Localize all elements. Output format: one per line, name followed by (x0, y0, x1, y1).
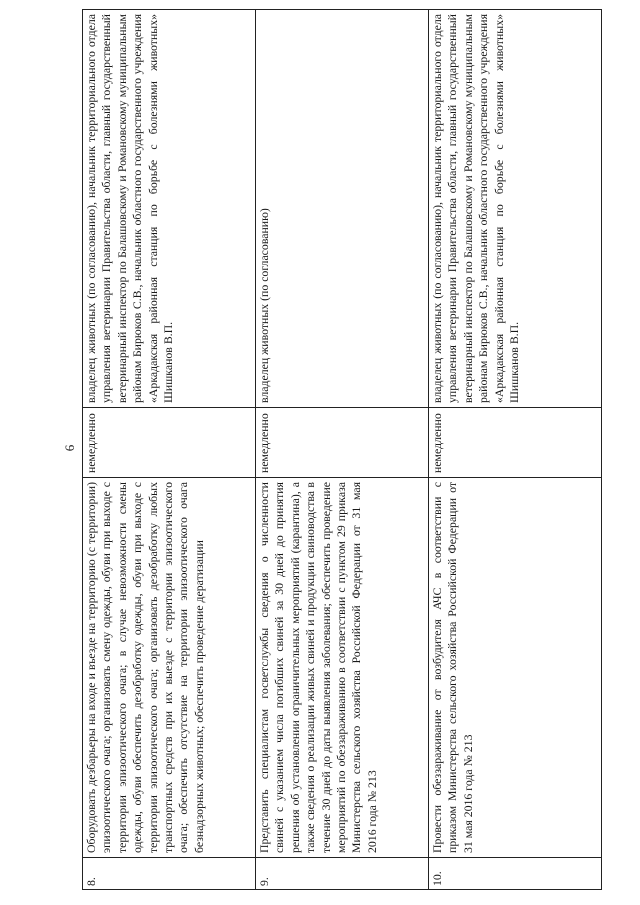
row-number: 10. (429, 858, 602, 890)
row-term: немедленно (429, 408, 602, 478)
row-number: 9. (256, 858, 429, 890)
rotated-table-wrapper (82, 10, 610, 890)
table-row (83, 10, 256, 890)
measures-table (82, 9, 602, 890)
row-number: 8. (83, 858, 256, 890)
row-responsible: владелец животных (по согласованию) (256, 10, 429, 408)
table-row (256, 10, 429, 890)
page-number: 6 (62, 444, 77, 452)
row-action: Провести обеззараживание от возбудителя АЧС в соответствии с приказом Министерства сельского хозяйства Российской Федерации от 31 мая 2016 года № 213 (429, 478, 602, 858)
row-action: Оборудовать дезбарьеры на входе и въезде на территорию (с территории) эпизоотического очага; организовать смену одежды, обуви при выходе с территории эпизоотического очага; в случае невозможности смены одежды, обуви обеспечить дезобработку одежды, обуви при выходе с территории эпизоотического очага; организовать дезобработку любых транспортных средств при их выезде с территории эпизоотического очага; обеспечить отсутствие на территории эпизоотического очага безнадзорных животных; обеспечить проведение дератизации (83, 478, 256, 858)
row-action: Представить специалистам госветслужбы сведения о численности свиней с указанием числа погибших свиней за 30 дней до принятия решения об установлении ограничительных мероприятий (карантина), а также сведения о реализации живых свиней и продукции свиноводства в течение 30 дней до даты выявления заболевания; обеспечить проведение мероприятий по обеззараживанию в соответствии с пунктом 29 приказа Министерства сельского хозяйства Российской Федерации от 31 мая 2016 года № 213 (256, 478, 429, 858)
row-responsible: владелец животных (по согласованию), начальник территориального отдела управления ветеринарии Правительства области, главный государственный ветеринарный инспектор по Балашовскому и Романовскому муниципальным районам Бирюков С.В., начальник областного государственного учреждения «Аркадакская районная станция по борьбе с болезнями животных» Шишканов В.П. (429, 10, 602, 408)
row-term: немедленно (83, 408, 256, 478)
table-row (429, 10, 602, 890)
row-responsible: владелец животных (по согласованию), начальник территориального отдела управления ветеринарии Правительства области, главный государственный ветеринарный инспектор по Балашовскому и Романовскому муниципальным районам Бирюков С.В., начальник областного государственного учреждения «Аркадакская районная станция по борьбе с болезнями животных» Шишканов В.П. (83, 10, 256, 408)
row-term: немедленно (256, 408, 429, 478)
